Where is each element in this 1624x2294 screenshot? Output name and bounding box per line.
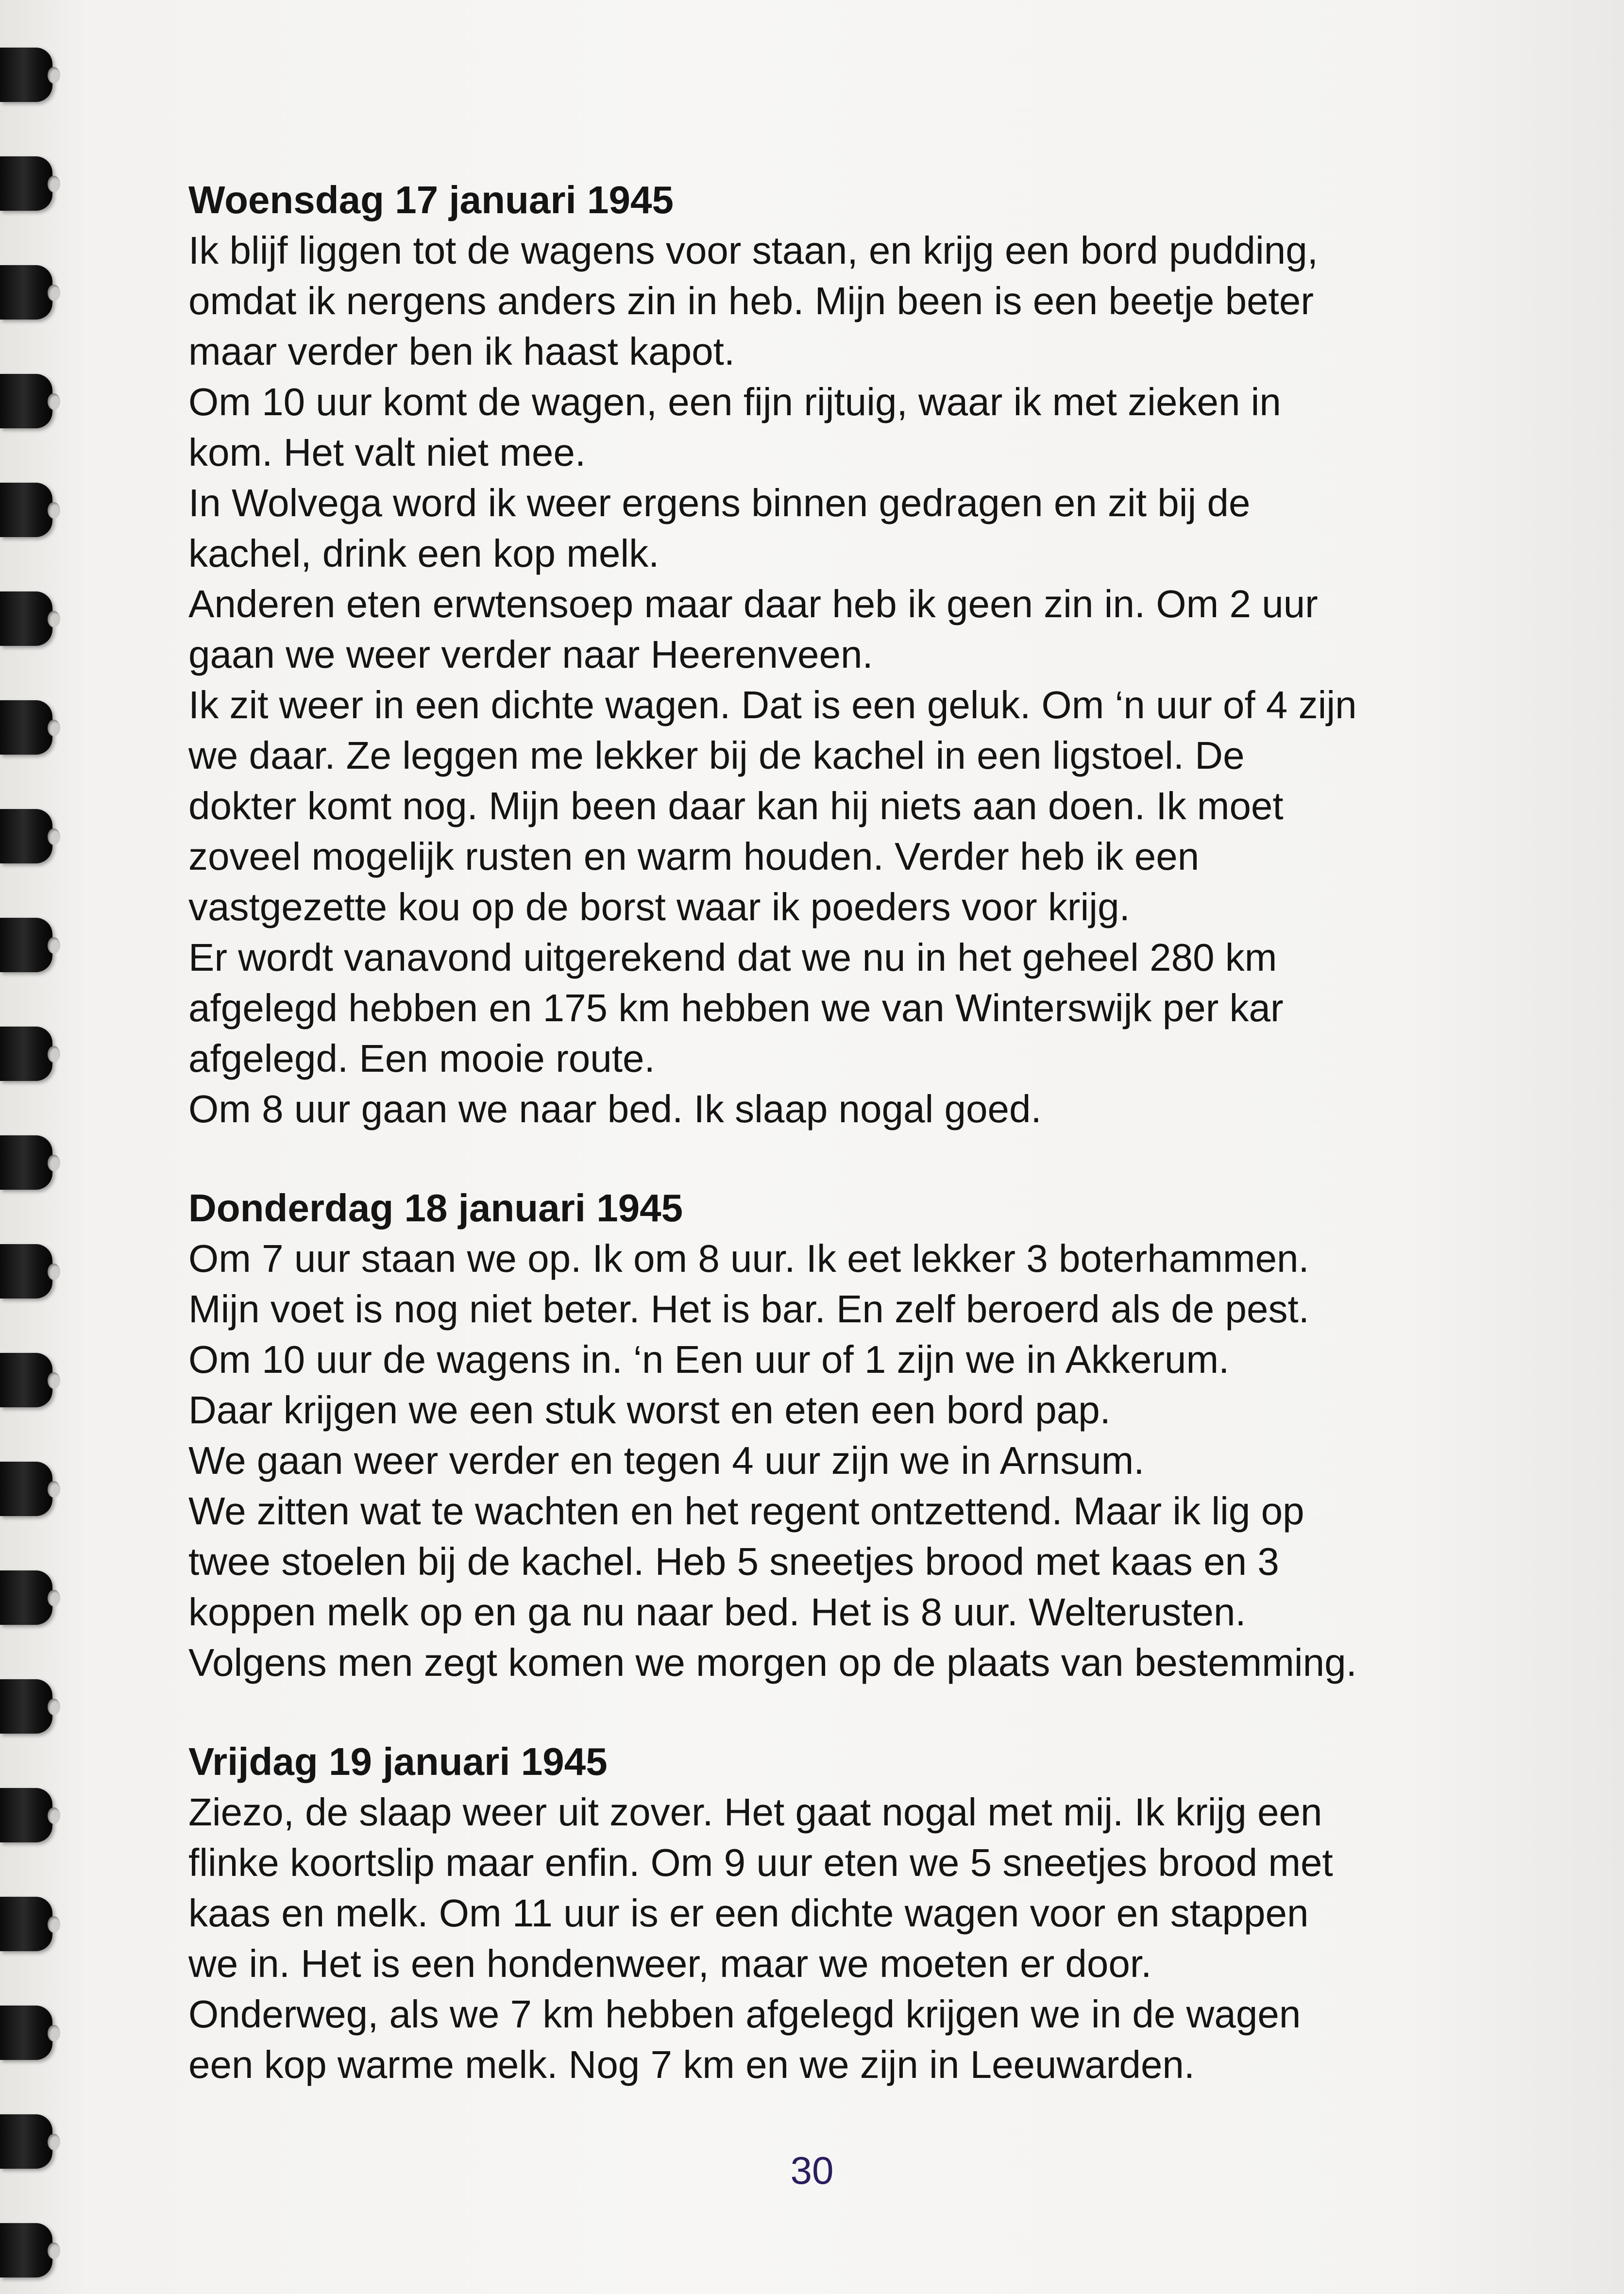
entry-heading: Woensdag 17 januari 1945 bbox=[188, 178, 674, 221]
diary-text bbox=[188, 175, 1539, 2139]
punch-hole bbox=[48, 1264, 60, 1280]
binding-ring bbox=[0, 1670, 68, 1743]
text-line: We zitten wat te wachten en het regent ontzettend. Maar ik lig op bbox=[188, 1489, 1304, 1533]
punch-hole bbox=[48, 2243, 60, 2259]
binding-ring bbox=[0, 1235, 68, 1308]
text-line: Om 10 uur komt de wagen, een fijn rijtuig, waar ik met zieken in bbox=[188, 380, 1281, 423]
text-line: kachel, drink een kop melk. bbox=[188, 532, 660, 575]
binding-ring bbox=[0, 583, 68, 656]
punch-hole bbox=[48, 937, 60, 954]
text-line: Onderweg, als we 7 km hebben afgelegd krijgen we in de wagen bbox=[188, 1992, 1301, 2036]
text-line: maar verder ben ik haast kapot. bbox=[188, 330, 735, 373]
punch-hole bbox=[48, 67, 60, 84]
binding-ring-loop bbox=[0, 1570, 52, 1625]
binding-ring-loop bbox=[0, 483, 52, 537]
binding-ring-loop bbox=[0, 1027, 52, 1081]
binding-ring-loop bbox=[0, 2223, 52, 2277]
text-line: afgelegd hebben en 175 km hebben we van Winterswijk per kar bbox=[188, 986, 1284, 1029]
text-line: twee stoelen bij de kachel. Heb 5 sneetjes brood met kaas en 3 bbox=[188, 1540, 1279, 1583]
text-line: Anderen eten erwtensoep maar daar heb ik geen zin in. Om 2 uur bbox=[188, 582, 1318, 625]
binding-ring-loop bbox=[0, 2006, 52, 2060]
punch-hole bbox=[48, 1590, 60, 1606]
punch-hole bbox=[48, 1046, 60, 1063]
punch-hole bbox=[48, 2025, 60, 2041]
binding-ring bbox=[0, 909, 68, 982]
text-line: Ik blijf liggen tot de wagens voor staan, en krijg een bord pudding, bbox=[188, 229, 1318, 272]
binding-ring bbox=[0, 256, 68, 329]
text-line: we daar. Ze leggen me lekker bij de kachel in een ligstoel. De bbox=[188, 734, 1245, 777]
spiral-binding bbox=[0, 0, 73, 2294]
diary-entry-vrijdag bbox=[188, 1737, 1539, 2090]
binding-ring bbox=[0, 2214, 68, 2287]
binding-ring bbox=[0, 1997, 68, 2070]
punch-hole bbox=[48, 285, 60, 301]
binding-ring-loop bbox=[0, 1353, 52, 1407]
binding-ring bbox=[0, 1562, 68, 1635]
text-line: koppen melk op en ga nu naar bed. Het is 8 uur. Welterusten. bbox=[188, 1590, 1246, 1634]
text-line: kaas en melk. Om 11 uur is er een dichte wagen voor en stappen bbox=[188, 1891, 1309, 1935]
binding-ring bbox=[0, 1018, 68, 1091]
binding-ring-loop bbox=[0, 591, 52, 646]
punch-hole bbox=[48, 393, 60, 410]
binding-ring-loop bbox=[0, 1462, 52, 1516]
text-line: Daar krijgen we een stuk worst en eten een bord pap. bbox=[188, 1388, 1111, 1432]
binding-ring bbox=[0, 1453, 68, 1526]
text-line: dokter komt nog. Mijn been daar kan hij niets aan doen. Ik moet bbox=[188, 784, 1284, 827]
text-line: Ziezo, de slaap weer uit zover. Het gaat nogal met mij. Ik krijg een bbox=[188, 1790, 1322, 1834]
text-line: Volgens men zegt komen we morgen op de plaats van bestemming. bbox=[188, 1641, 1357, 1684]
text-line: gaan we weer verder naar Heerenveen. bbox=[188, 633, 873, 676]
diary-entry-donderdag bbox=[188, 1183, 1539, 1688]
binding-ring-loop bbox=[0, 1135, 52, 1190]
text-line: Om 10 uur de wagens in. ‘n Een uur of 1 zijn we in Akkerum. bbox=[188, 1338, 1230, 1381]
binding-ring-loop bbox=[0, 918, 52, 972]
page-number: 30 bbox=[790, 2149, 834, 2192]
binding-ring-loop bbox=[0, 1244, 52, 1299]
entry-heading: Vrijdag 19 januari 1945 bbox=[188, 1740, 608, 1783]
text-line: een kop warme melk. Nog 7 km en we zijn in Leeuwarden. bbox=[188, 2043, 1195, 2086]
punch-hole bbox=[48, 1481, 60, 1498]
binding-ring bbox=[0, 1127, 68, 1199]
binding-ring bbox=[0, 474, 68, 547]
text-line: Er wordt vanavond uitgerekend dat we nu in het geheel 280 km bbox=[188, 936, 1277, 979]
text-line: afgelegd. Een mooie route. bbox=[188, 1037, 655, 1080]
text-line: we in. Het is een hondenweer, maar we moeten er door. bbox=[188, 1942, 1152, 1985]
binding-ring-loop bbox=[0, 1679, 52, 1734]
text-line: Om 7 uur staan we op. Ik om 8 uur. Ik eet lekker 3 boterhammen. bbox=[188, 1237, 1309, 1280]
binding-ring-loop bbox=[0, 700, 52, 755]
text-line: kom. Het valt niet mee. bbox=[188, 431, 586, 474]
text-line: Mijn voet is nog niet beter. Het is bar. En zelf beroerd als de pest. bbox=[188, 1287, 1309, 1331]
text-line: In Wolvega word ik weer ergens binnen gedragen en zit bij de bbox=[188, 481, 1251, 524]
text-line: vastgezette kou op de borst waar ik poeders voor krijg. bbox=[188, 885, 1130, 928]
text-line: We gaan weer verder en tegen 4 uur zijn we in Arnsum. bbox=[188, 1439, 1145, 1482]
binding-ring bbox=[0, 39, 68, 112]
binding-ring-loop bbox=[0, 1788, 52, 1842]
binding-ring bbox=[0, 1344, 68, 1417]
punch-hole bbox=[48, 720, 60, 736]
punch-hole bbox=[48, 611, 60, 627]
binding-ring-loop bbox=[0, 265, 52, 320]
entry-heading: Donderdag 18 januari 1945 bbox=[188, 1186, 683, 1230]
punch-hole bbox=[48, 1699, 60, 1715]
text-line: Om 8 uur gaan we naar bed. Ik slaap nogal goed. bbox=[188, 1087, 1042, 1130]
punch-hole bbox=[48, 1372, 60, 1389]
punch-hole bbox=[48, 1916, 60, 1933]
punch-hole bbox=[48, 1807, 60, 1824]
punch-hole bbox=[48, 502, 60, 519]
punch-hole bbox=[48, 176, 60, 192]
punch-hole bbox=[48, 1155, 60, 1171]
binding-ring-loop bbox=[0, 156, 52, 211]
binding-ring bbox=[0, 365, 68, 438]
binding-ring-loop bbox=[0, 48, 52, 102]
binding-ring bbox=[0, 148, 68, 220]
binding-ring-loop bbox=[0, 1897, 52, 1951]
binding-ring bbox=[0, 692, 68, 764]
binding-ring bbox=[0, 1888, 68, 1961]
binding-ring-loop bbox=[0, 374, 52, 428]
text-line: Ik zit weer in een dichte wagen. Dat is een geluk. Om ‘n uur of 4 zijn bbox=[188, 683, 1357, 726]
binding-ring bbox=[0, 1779, 68, 1852]
diary-entry-woensdag bbox=[188, 175, 1539, 1134]
text-line: zoveel mogelijk rusten en warm houden. Verder heb ik een bbox=[188, 835, 1200, 878]
binding-ring-loop bbox=[0, 809, 52, 863]
punch-hole bbox=[48, 828, 60, 845]
text-line: flinke koortslip maar enfin. Om 9 uur eten we 5 sneetjes brood met bbox=[188, 1841, 1333, 1884]
text-line: omdat ik nergens anders zin in heb. Mijn been is een beetje beter bbox=[188, 279, 1314, 322]
binding-ring bbox=[0, 800, 68, 873]
